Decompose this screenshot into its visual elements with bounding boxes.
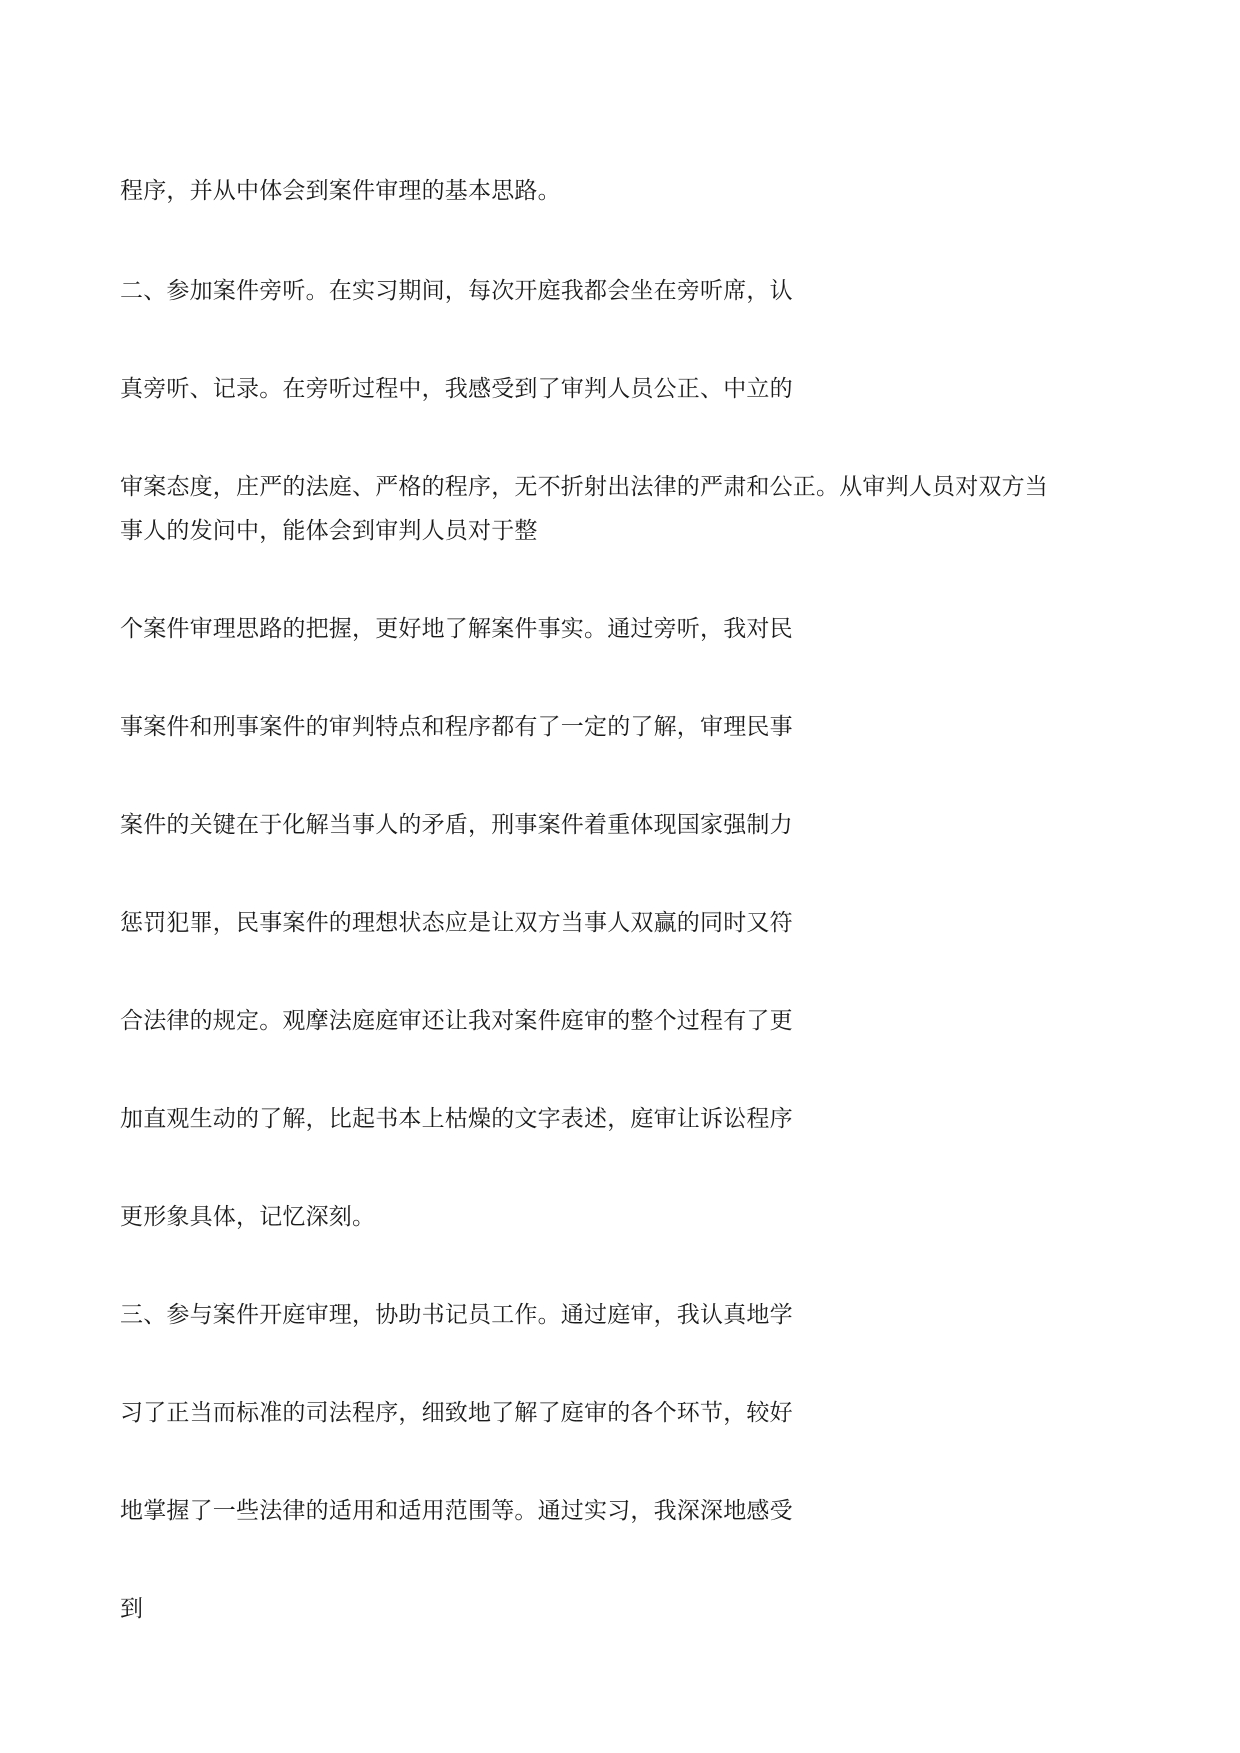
paragraph-line: 更形象具体，记忆深刻。 <box>120 1204 376 1230</box>
paragraph-line: 事案件和刑事案件的审判特点和程序都有了一定的了解，审理民事 <box>120 714 793 740</box>
paragraph-line: 审案态度，庄严的法庭、严格的程序，无不折射出法律的严肃和公正。从审判人员对双方当 <box>120 474 1048 500</box>
paragraph-line: 真旁听、记录。在旁听过程中，我感受到了审判人员公正、中立的 <box>120 376 793 402</box>
paragraph-line: 地掌握了一些法律的适用和适用范围等。通过实习，我深深地感受 <box>120 1498 793 1524</box>
paragraph-line: 程序，并从中体会到案件审理的基本思路。 <box>120 178 561 204</box>
paragraph-line: 习了正当而标准的司法程序，细致地了解了庭审的各个环节，较好 <box>120 1400 793 1426</box>
paragraph-line: 加直观生动的了解，比起书本上枯燥的文字表述，庭审让诉讼程序 <box>120 1106 793 1132</box>
paragraph-line: 三、参与案件开庭审理，协助书记员工作。通过庭审，我认真地学 <box>120 1302 793 1328</box>
paragraph-line: 二、参加案件旁听。在实习期间，每次开庭我都会坐在旁听席，认 <box>120 278 793 304</box>
paragraph-line: 合法律的规定。观摩法庭庭审还让我对案件庭审的整个过程有了更 <box>120 1008 793 1034</box>
paragraph-line: 案件的关键在于化解当事人的矛盾，刑事案件着重体现国家强制力 <box>120 812 793 838</box>
paragraph-line: 个案件审理思路的把握，更好地了解案件事实。通过旁听，我对民 <box>120 616 793 642</box>
paragraph-line: 到 <box>120 1596 144 1622</box>
paragraph-line: 惩罚犯罪，民事案件的理想状态应是让双方当事人双赢的同时又符 <box>120 910 793 936</box>
paragraph-line: 事人的发问中，能体会到审判人员对于整 <box>120 518 538 544</box>
